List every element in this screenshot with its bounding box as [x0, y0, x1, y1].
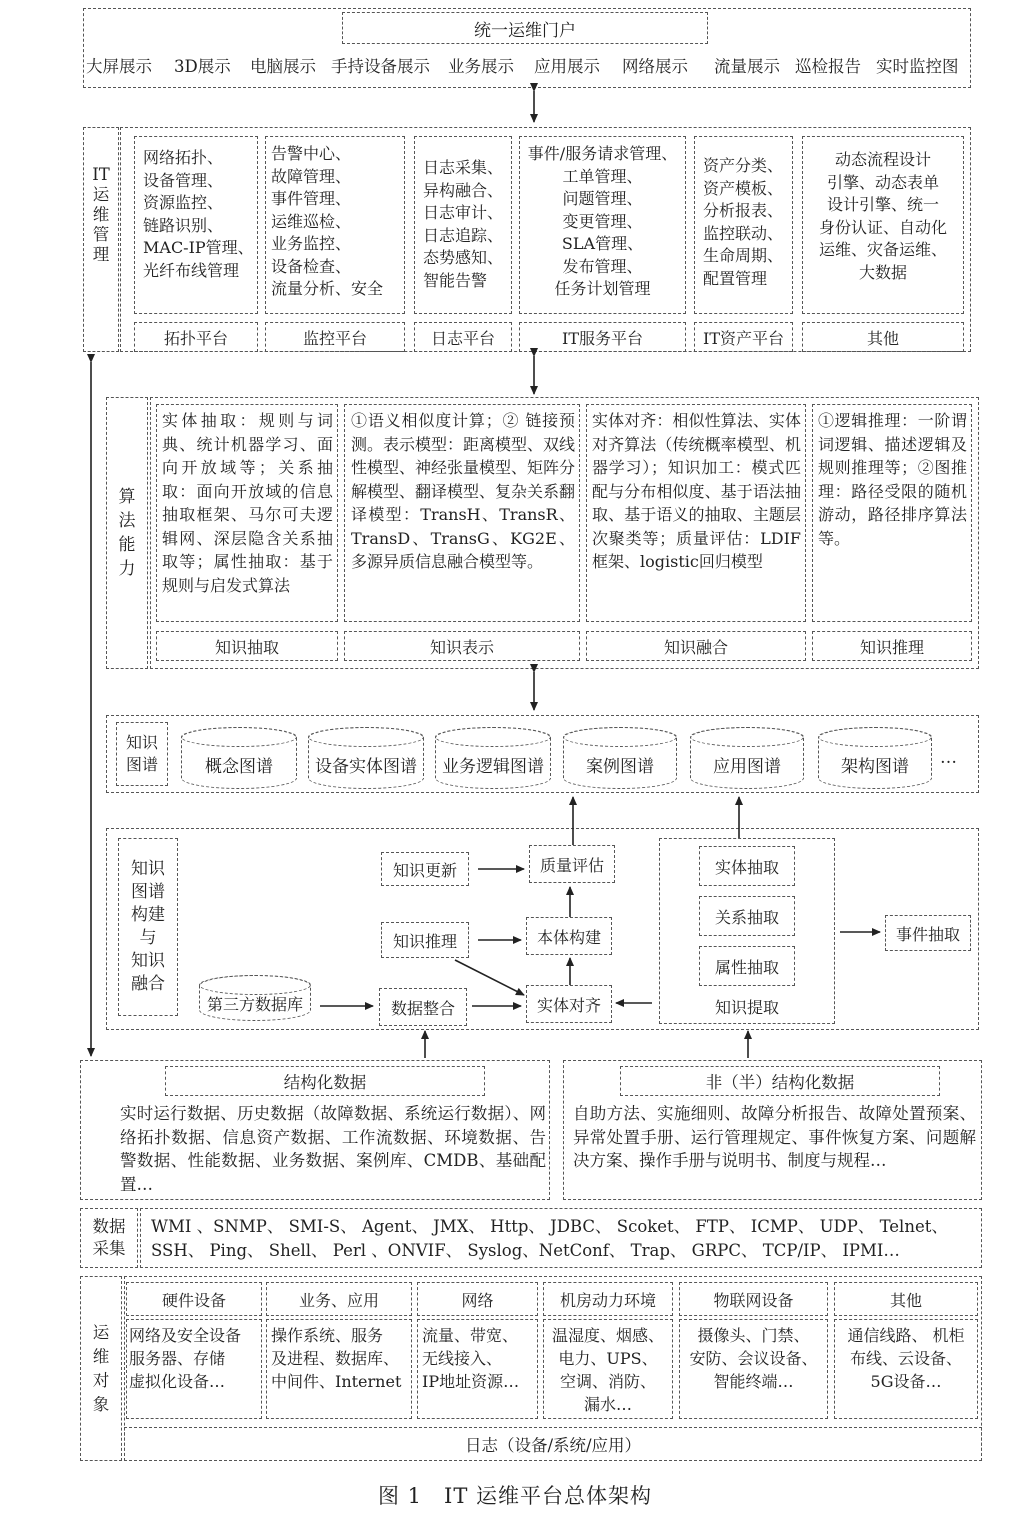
platform-monitor: 监控平台	[265, 322, 405, 352]
kg-case	[563, 727, 677, 789]
portal-item: 应用展示	[534, 57, 600, 76]
portal-items	[86, 53, 968, 79]
kg-business-logic	[435, 727, 551, 789]
it-col-2: 告警中心、 故障管理、 事件管理、 运维巡检、 业务监控、 设备检查、 流量分析、安全	[265, 136, 405, 314]
ops-datacenter-title: 机房动力环境	[543, 1282, 673, 1316]
algo-col-3: 实体对齐：相似性算法、实体对齐算法（传统概率模型、机器学习）；知识加工：模式匹配与分布相似度、基于语法抽取、基于语义的抽取、主题层次聚类等；质量评估：LDIF框架、logistic回归模型	[586, 404, 806, 622]
portal-item: 业务展示	[448, 57, 514, 76]
kg-device-entity-text: 设备实体图谱	[315, 756, 417, 777]
ops-business: 操作系统、服务 及进程、数据库、 中间件、Internet	[266, 1319, 412, 1419]
relation-extraction: 关系抽取	[699, 896, 795, 936]
portal-item: 大屏展示	[86, 57, 152, 76]
algo-fusion: 知识融合	[586, 631, 806, 661]
platform-it-asset: IT资产平台	[694, 322, 793, 352]
algo-col-1: 实体抽取：规则与词典、统计机器学习、面向开放域等；关系抽取：面向开放域的信息抽取框架、马尔可夫逻辑网、深层隐含关系抽取等；属性抽取：基于规则与启发式算法	[156, 404, 338, 622]
platform-it-service: IT服务平台	[519, 322, 686, 352]
it-col-4: 事件/服务请求管理、 工单管理、 问题管理、 变更管理、 SLA管理、 发布管理、 任务计划管理	[519, 136, 686, 314]
third-party-db-text: 第三方数据库	[206, 994, 303, 1014]
kg-label: 知识 图谱	[116, 722, 168, 786]
ops-other: 通信线路、 机柜 布线、云设备、 5G设备…	[834, 1319, 978, 1419]
platform-other: 其他	[802, 322, 964, 352]
unstructured-content: 自助方法、实施细则、故障分析报告、故障处置预案、异常处置手册、运行管理规定、事件恢复方案、问题解决方案、操作手册与说明书、制度与规程…	[573, 1104, 976, 1170]
kg-build-label: 知识 图谱 构建 与 知识 融合	[118, 838, 178, 1016]
ops-iot: 摄像头、门禁、 安防、会议设备、 智能终端…	[679, 1319, 828, 1419]
algo-reasoning: 知识推理	[812, 631, 972, 661]
entity-extraction: 实体抽取	[699, 846, 795, 886]
portal-title: 统一运维门户	[342, 12, 708, 44]
portal-item: 手持设备展示	[331, 57, 430, 76]
ops-iot-title: 物联网设备	[679, 1282, 828, 1316]
algo-col-4: ①逻辑推理：一阶谓词逻辑、描述逻辑及规则推理等；②图推理：路径受限的随机游动，路径排序算法等。	[812, 404, 972, 622]
portal-item: 3D展示	[174, 57, 231, 76]
portal-item: 巡检报告	[795, 57, 861, 76]
figure-caption: 图 1 IT 运维平台总体架构	[377, 1484, 652, 1508]
structured-content: 实时运行数据、历史数据（故障数据、系统运行数据）、网络拓扑数据、信息资产数据、工作流数据、环境数据、告警数据、性能数据、业务数据、案例库、CMDB、基础配置…	[120, 1104, 546, 1194]
kg-concept	[181, 727, 297, 789]
portal-item: 实时监控图	[876, 57, 959, 76]
kg-business-logic-text: 业务逻辑图谱	[442, 756, 544, 777]
knowledge-extraction-title: 知识提取	[714, 997, 779, 1017]
unstructured-title: 非（半）结构化数据	[620, 1066, 940, 1096]
kg-application	[690, 727, 804, 789]
ops-network: 流量、带宽、 无线接入、 IP地址资源…	[417, 1319, 538, 1419]
collection-protocols-line1: WMI 、SNMP、 SMI-S、 Agent、 JMX、 Http、 JDBC、 Scoket、 FTP、 ICMP、 UDP、 Telnet、	[151, 1217, 948, 1236]
event-extraction: 事件抽取	[885, 915, 971, 951]
platform-log: 日志平台	[414, 322, 512, 352]
portal-item: 网络展示	[622, 57, 688, 76]
knowledge-update: 知识更新	[381, 852, 469, 886]
third-party-db	[199, 975, 311, 1021]
ops-network-title: 网络	[417, 1282, 538, 1316]
entity-alignment: 实体对齐	[526, 985, 612, 1023]
kg-concept-text: 概念图谱	[205, 756, 273, 777]
it-ops-label-text: IT运维管理	[92, 165, 110, 264]
it-col-1: 网络拓扑、 设备管理、 资源监控、 链路识别、 MAC-IP管理、 光纤布线管理	[134, 136, 258, 314]
algo-col-2: ①语义相似度计算；② 链接预测。表示模型：距离模型、双线性模型、神经张量模型、矩阵分解模型、翻译模型、复杂关系翻译模型：TransH、TransR、TransD、TransG、KG2E、多源异质信息融合模型等。	[344, 404, 580, 622]
it-col-5: 资产分类、 资产模板、 分析报表、 监控联动、 生命周期、 配置管理	[694, 136, 793, 314]
knowledge-reasoning: 知识推理	[381, 922, 469, 958]
it-ops-label	[83, 140, 119, 290]
ops-hardware: 网络及安全设备 服务器、存储 虚拟化设备…	[126, 1319, 262, 1419]
platform-topology: 拓扑平台	[134, 322, 258, 352]
quality-evaluation: 质量评估	[529, 845, 615, 883]
ontology-construction: 本体构建	[526, 917, 612, 955]
algorithm-label	[106, 397, 148, 669]
ops-label	[80, 1276, 122, 1461]
data-integration: 数据整合	[379, 988, 467, 1026]
log-bar: 日志（设备/系统/应用）	[124, 1427, 982, 1461]
ops-hardware-title: 硬件设备	[126, 1282, 262, 1316]
kg-device-entity	[308, 727, 424, 789]
algo-representation: 知识表示	[344, 631, 580, 661]
kg-application-text: 应用图谱	[713, 756, 781, 777]
kg-more: …	[940, 748, 957, 768]
ops-business-title: 业务、应用	[266, 1282, 412, 1316]
it-col-6: 动态流程设计 引擎、动态表单 设计引擎、统一 身份认证、自动化 运维、灾备运维、 大数据	[802, 136, 964, 314]
portal-item: 电脑展示	[250, 57, 316, 76]
ops-other-title: 其他	[834, 1282, 978, 1316]
it-col-3: 日志采集、 异构融合、 日志审计、 日志追踪、 态势感知、 智能告警	[414, 136, 512, 314]
kg-case-text: 案例图谱	[586, 756, 654, 777]
kg-architecture	[818, 727, 932, 789]
collection-label: 数据 采集	[92, 1217, 126, 1258]
algo-extraction: 知识抽取	[156, 631, 338, 661]
structured-title: 结构化数据	[165, 1066, 485, 1096]
kg-architecture-text: 架构图谱	[841, 756, 909, 777]
attribute-extraction: 属性抽取	[699, 946, 795, 986]
ops-label-text: 运维对象	[92, 1322, 110, 1414]
ops-datacenter: 温湿度、烟感、 电力、UPS、 空调、消防、 漏水…	[543, 1319, 673, 1419]
collection-protocols-line2: SSH、 Ping、 Shell、 Perl 、ONVIF、 Syslog、NetConf、 Trap、 GRPC、 TCP/IP、 IPMI…	[151, 1241, 900, 1260]
algorithm-label-text: 算法能力	[118, 487, 136, 579]
portal-item: 流量展示	[714, 57, 780, 76]
